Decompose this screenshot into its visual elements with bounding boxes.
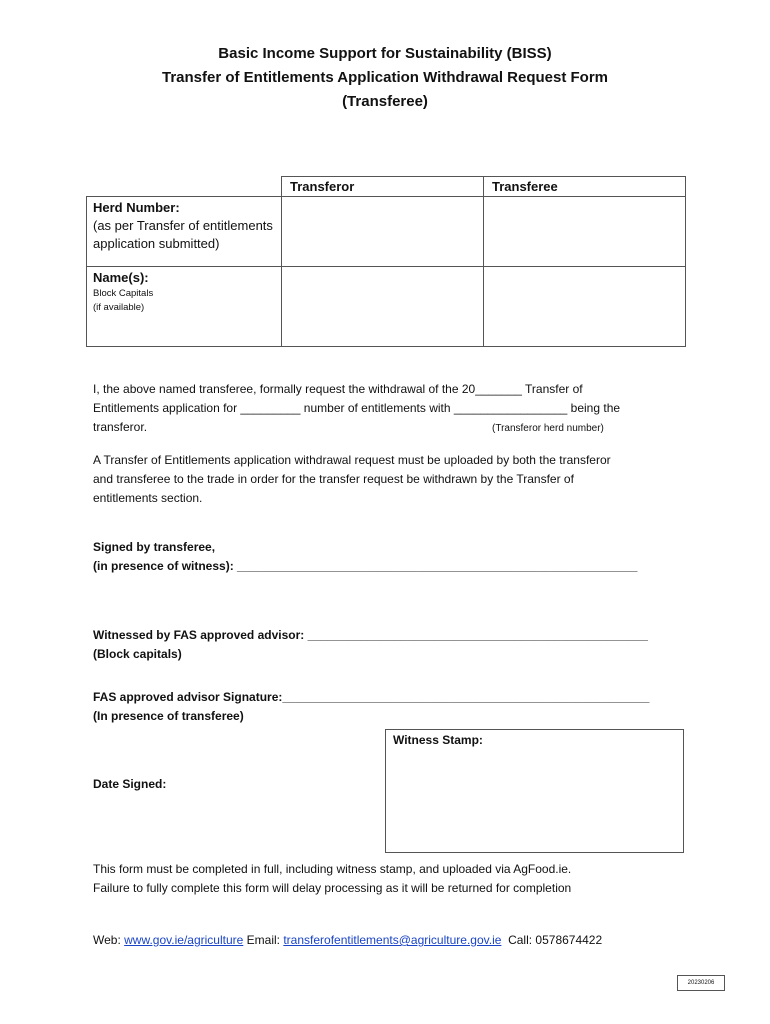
names-label: Name(s): [93,270,149,285]
table-row-herd-number [87,197,686,267]
col-transferee-header: Transferee [484,177,686,197]
table-header-row [87,177,686,197]
info-line-1: A Transfer of Entitlements application withdrawal request must be uploaded by both the transferor [93,453,611,467]
witnessed-by-section [93,626,648,664]
transferee-signature-field[interactable]: (in presence of witness): ____________________________________________________________ [93,559,638,573]
form-title [0,42,770,114]
email-label: Email: [246,933,280,947]
names-note-block-capitals: Block Capitals [93,288,154,299]
title-line-2: Transfer of Entitlements Application Withdrawal Request Form [161,69,609,86]
declaration-line-3-wrap [93,418,693,437]
transferee-herd-number-field[interactable] [484,197,686,267]
declaration-line-1: I, the above named transferee, formally request the withdrawal of the 20_______ Transfer of [93,382,583,396]
advisor-signature-line-2: (In presence of transferee) [93,709,244,723]
info-line-3: entitlements section. [93,491,203,505]
date-signed-label: Date Signed: [93,777,167,791]
names-note-if-available: (if available) [93,302,145,313]
witness-stamp-label: Witness Stamp: [393,733,483,747]
witness-stamp-box[interactable] [385,729,684,853]
signed-line-1: Signed by transferee, [93,540,216,554]
title-line-1: Basic Income Support for Sustainability (BISS) [218,45,552,62]
web-label: Web: [93,933,121,947]
title-line-3: (Transferee) [342,93,428,110]
footer-note-line-2: Failure to fully complete this form will delay processing as it will be returned for completion [93,881,572,895]
footer-note-line-1: This form must be completed in full, including witness stamp, and uploaded via AgFood.ie. [93,862,572,876]
contact-line [93,931,713,950]
form-code-badge: 20230206 [677,975,725,991]
signed-by-transferee-section [93,538,637,576]
names-label-cell [87,267,282,347]
witness-name-field[interactable]: Witnessed by FAS approved advisor: ___________________________________________________ [93,628,648,642]
phone-number: Call: 0578674422 [508,933,603,947]
web-link[interactable]: www.gov.ie/agriculture [124,933,244,947]
transferor-name-field[interactable] [282,267,484,347]
herd-number-note: (as per Transfer of entitlements application submitted) [93,218,273,251]
declaration-paragraph [93,380,693,437]
info-paragraph [93,451,693,508]
info-line-2: and transferee to the trade in order for the transfer request be withdrawn by the Transfer of [93,472,574,486]
declaration-line-3: transferor. [93,420,148,434]
transferor-herd-number-note: (Transferor herd number) [492,423,604,434]
table-row-names [87,267,686,347]
email-link[interactable]: transferofentitlements@agriculture.gov.ie [283,933,502,947]
advisor-signature-section [93,688,649,726]
declaration-line-2: Entitlements application for _________ number of entitlements with _________________ being the [93,401,621,415]
herd-number-label: Herd Number: [93,200,180,215]
transferor-herd-number-field[interactable] [282,197,484,267]
herd-number-label-cell [87,197,282,267]
advisor-signature-field[interactable]: FAS approved advisor Signature:_______________________________________________________ [93,690,650,704]
transferee-name-field[interactable] [484,267,686,347]
table-corner-cell [87,177,282,197]
footer-note [93,860,693,898]
entitlements-table [86,176,686,347]
col-transferor-header: Transferor [282,177,484,197]
witnessed-line-2: (Block capitals) [93,647,182,661]
